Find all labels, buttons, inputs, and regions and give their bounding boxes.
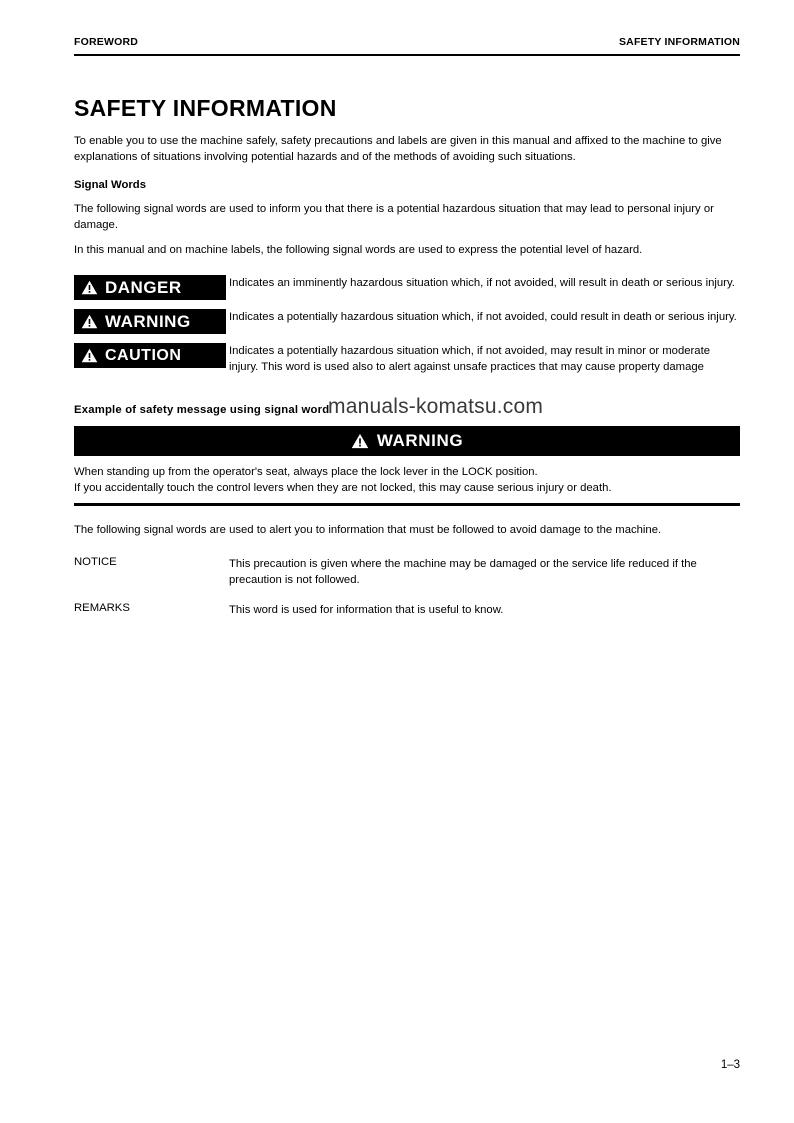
example-warning-line-1: When standing up from the operator's seat, always place the lock lever in the LOCK position.	[74, 465, 538, 478]
example-warning-text	[74, 464, 740, 498]
example-heading: Example of safety message using signal word	[74, 403, 330, 416]
example-warning-label: WARNING	[376, 430, 464, 450]
header-left-text: FOREWORD	[74, 36, 139, 48]
intro-paragraph: To enable you to use the machine safely, safety precautions and labels are given in this manual and affixed to the machine to give explanations of situations involving potential hazards and of the methods of avoiding such situations.	[74, 135, 722, 164]
page-content	[74, 96, 740, 632]
page-number: 1–3	[720, 1059, 740, 1071]
notice-key: NOTICE	[74, 555, 117, 568]
example-divider	[74, 503, 740, 505]
caution-badge	[74, 343, 226, 368]
warning-badge-label: WARNING	[105, 311, 191, 331]
warning-triangle-icon	[81, 280, 98, 295]
running-header	[74, 36, 740, 48]
header-divider	[74, 54, 740, 56]
remarks-key: REMARKS	[74, 602, 130, 615]
warning-triangle-icon	[81, 348, 98, 363]
watermark-text: manuals-komatsu.com	[328, 395, 544, 418]
table-row-notice	[74, 556, 740, 588]
warning-triangle-icon	[351, 433, 369, 449]
caution-description: Indicates a potentially hazardous situation which, if not avoided, may result in minor or moderate injury. This word is used also to alert against unsafe practices that may cause property damage	[229, 345, 711, 374]
signal-row-caution	[74, 342, 740, 375]
danger-badge	[74, 275, 226, 300]
danger-description: Indicates an imminently hazardous situation which, if not avoided, will result in death or serious injury.	[229, 277, 735, 290]
warning-badge-cell	[74, 308, 229, 334]
notice-value: This precaution is given where the machine may be damaged or the service life reduced if the precaution is not followed.	[229, 557, 697, 586]
signal-row-danger	[74, 274, 740, 300]
signal-words-paragraph-2: In this manual and on machine labels, the following signal words are used to express the potential level of hazard.	[74, 244, 643, 257]
danger-badge-label: DANGER	[105, 277, 182, 297]
notice-intro-paragraph: The following signal words are used to alert you to information that must be followed to avoid damage to the machine.	[74, 523, 662, 536]
notice-remarks-table	[74, 556, 740, 618]
caution-badge-cell	[74, 342, 229, 368]
remarks-value: This word is used for information that is useful to know.	[229, 604, 504, 617]
caution-badge-label: CAUTION	[105, 346, 182, 364]
signal-words-heading: Signal Words	[74, 179, 146, 192]
page-title: SAFETY INFORMATION	[74, 95, 337, 121]
signal-word-table	[74, 274, 740, 375]
header-right-text: SAFETY INFORMATION	[618, 36, 740, 48]
example-warning-bar	[74, 426, 740, 456]
warning-triangle-icon	[81, 314, 98, 329]
example-warning-line-2: If you accidentally touch the control levers when they are not locked, this may cause serious injury or death.	[74, 482, 612, 495]
danger-badge-cell	[74, 274, 229, 300]
signal-row-warning	[74, 308, 740, 334]
warning-description: Indicates a potentially hazardous situation which, if not avoided, could result in death or serious injury.	[229, 311, 737, 324]
signal-words-paragraph-1: The following signal words are used to inform you that there is a potential hazardous situation that may lead to personal injury or damage.	[74, 203, 714, 232]
warning-badge	[74, 309, 226, 334]
table-row-remarks	[74, 602, 740, 618]
